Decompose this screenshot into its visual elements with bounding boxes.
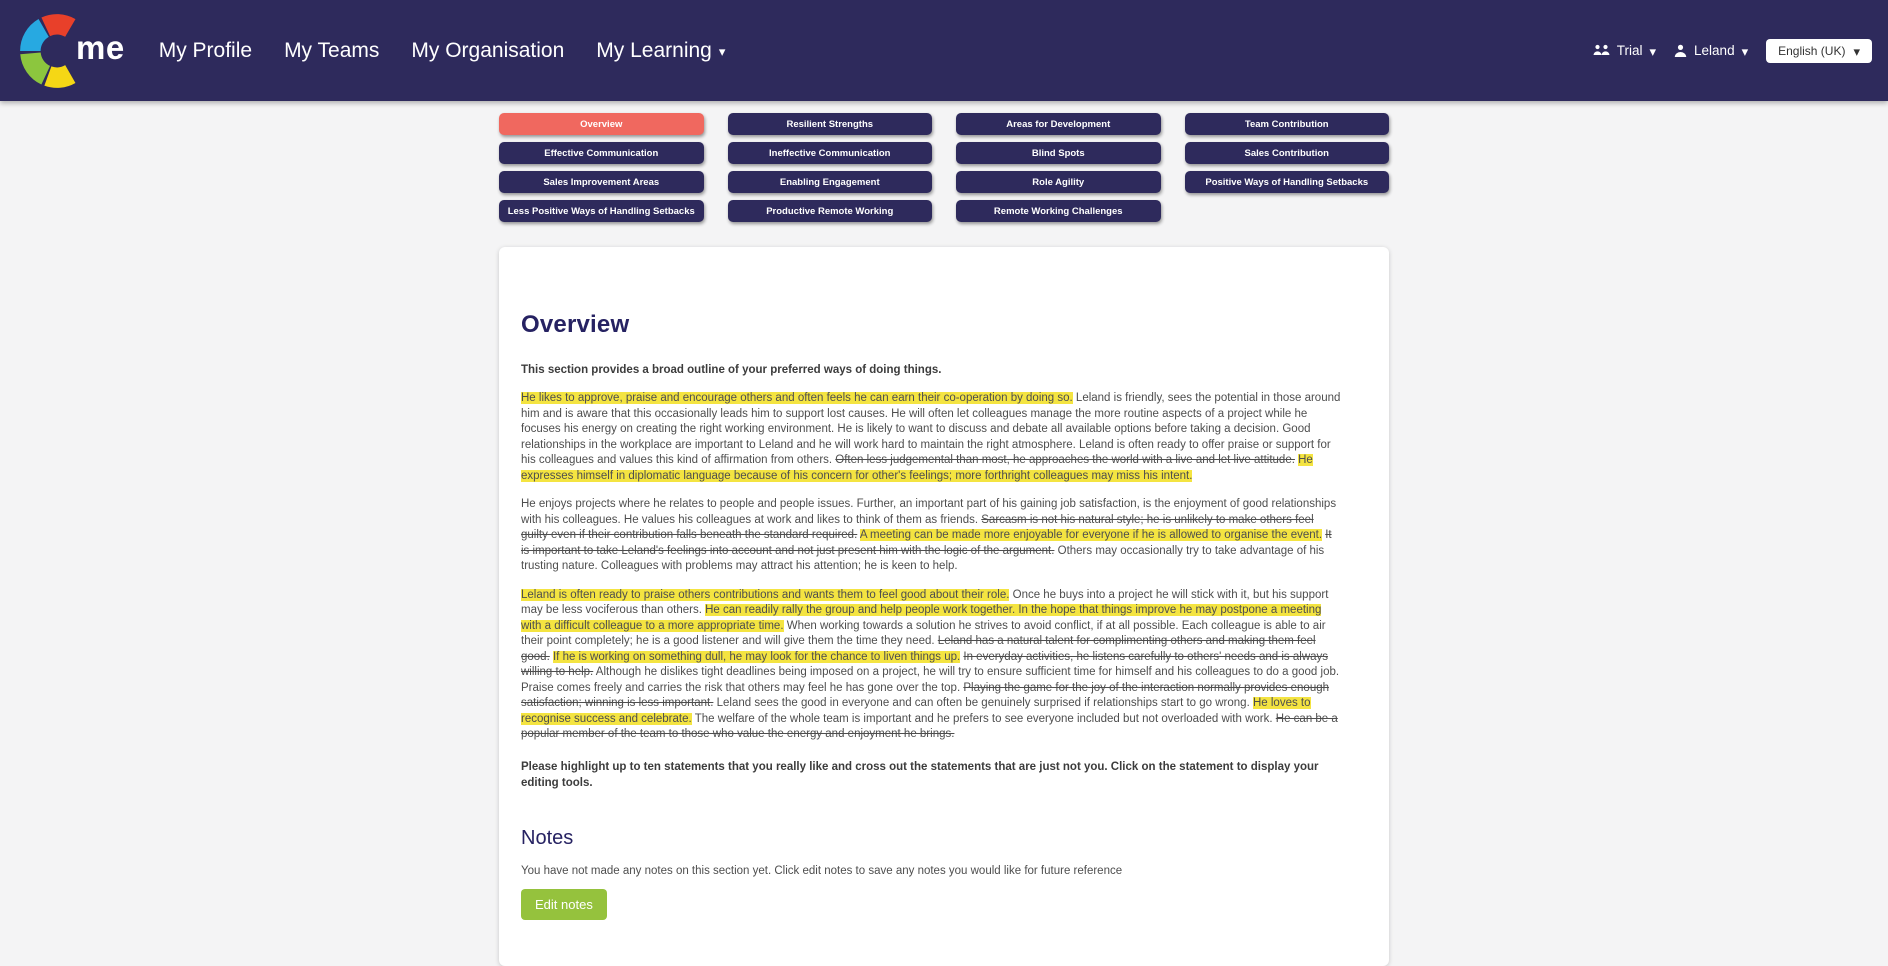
chevron-down-icon: ▾ (1649, 44, 1657, 59)
chevron-down-icon: ▾ (718, 44, 726, 59)
team-menu[interactable] (1593, 43, 1656, 58)
user-name: Leland (1694, 43, 1735, 58)
section-button-sales-improvement-areas[interactable]: Sales Improvement Areas (499, 171, 704, 193)
statement-strike[interactable]: Leland has a natural talent for complimenting others and making them feel good. (521, 635, 1316, 663)
statement-strike[interactable]: In everyday activities, he listens carefully to others' needs and is always willing to help. (521, 650, 1329, 678)
cme-logo[interactable] (16, 10, 125, 92)
user-menu[interactable] (1674, 43, 1748, 58)
header-right (1593, 39, 1872, 63)
statement-normal[interactable]: The welfare of the whole team is important and he prefers to see everyone included but not overloaded with work. (694, 712, 1273, 725)
statement-highlight[interactable]: A meeting can be made more enjoyable for everyone if he is allowed to organise the event. (859, 529, 1323, 541)
statement-highlight[interactable]: If he is working on something dull, he may look for the chance to liven things up. (552, 650, 961, 663)
section-button-resilient-strengths[interactable]: Resilient Strengths (728, 113, 933, 135)
team-name: Trial (1616, 43, 1643, 58)
page-title: Overview (521, 311, 630, 338)
section-button-sales-contribution[interactable]: Sales Contribution (1185, 142, 1390, 164)
main-nav (159, 39, 726, 63)
statement-highlight[interactable]: He can readily rally the group and help people work together. In the hope that things improve he may postpone a meeting with a difficult colleague to a more appropriate time. (521, 604, 1322, 632)
user-icon (1674, 44, 1687, 58)
section-button-enabling-engagement[interactable]: Enabling Engagement (728, 171, 933, 193)
profile-paragraph (521, 391, 1343, 484)
nav-my-learning[interactable]: My Learning ▾ (596, 38, 726, 62)
statement-highlight[interactable]: He expresses himself in diplomatic language because of his concern for other's feelings; more forthright colleagues may miss his intent. (521, 454, 1313, 482)
section-button-remote-working-challenges[interactable]: Remote Working Challenges (956, 200, 1161, 222)
edit-notes-button[interactable]: Edit notes (521, 889, 607, 920)
statement-normal[interactable]: Others may occasionally try to take advantage of his trusting nature. Colleagues with problems may attract his attention; he is keen to help. (521, 544, 1325, 572)
statement-strike[interactable]: Sarcasm is not his natural style; he is unlikely to make others feel guilty even if their contribution falls beneath the standard required. (521, 513, 1314, 541)
section-nav (499, 113, 1389, 222)
statement-normal[interactable]: Leland sees the good in everyone and can often be genuinely surprised if relationships start to go wrong. (716, 697, 1250, 709)
statement-normal[interactable]: When working towards a solution he strives to avoid conflict, if at all possible. Each colleague is able to air their point completely; he is a good listener and will give them the time they need. (521, 619, 1326, 647)
statement-highlight[interactable]: Leland is often ready to praise others contributions and wants them to feel good about their role. (521, 588, 1010, 601)
section-button-team-contribution[interactable]: Team Contribution (1185, 113, 1390, 135)
statement-highlight[interactable]: He likes to approve, praise and encourage others and often feels he can earn their co-operation by doing so. (521, 392, 1073, 404)
statement-strike[interactable]: It is important to take Leland's feelings into account and not just present him with the logic of the argument. (521, 529, 1332, 557)
profile-paragraph (521, 497, 1343, 575)
content-card (499, 247, 1389, 966)
section-intro: This section provides a broad outline of your preferred ways of doing things. (521, 364, 942, 376)
section-button-positive-ways-of-handling-setbacks[interactable]: Positive Ways of Handling Setbacks (1185, 171, 1390, 193)
profile-paragraph (521, 588, 1343, 743)
section-button-less-positive-ways-of-handling-setbacks[interactable]: Less Positive Ways of Handling Setbacks (499, 200, 704, 222)
chevron-down-icon: ▾ (1741, 44, 1749, 59)
statement-normal[interactable]: Leland is friendly, sees the potential in those around him and is aware that this occasionally leads him to support lost causes. He will often let colleagues manage the more routine aspects of a project while he focuses his energy on creating the right working environment. He is likely to want to discuss and debate all available options before taking a decision. Good relationships in the workplace are important to Leland and he will work hard to maintain the right atmosphere. Leland is often ready to offer praise or support for his colleagues and values this kind of affirmation from others. (521, 392, 1341, 466)
statement-strike[interactable]: He can be a popular member of the team to those who value the energy and enjoyment he brings. (521, 712, 1338, 740)
section-button-overview[interactable]: Overview (499, 113, 704, 135)
nav-my-teams[interactable]: My Teams (284, 38, 380, 62)
section-button-effective-communication[interactable]: Effective Communication (499, 142, 704, 164)
notes-empty-text: You have not made any notes on this section yet. Click edit notes to save any notes you would like for future reference (521, 864, 1123, 877)
section-button-role-agility[interactable]: Role Agility (956, 171, 1161, 193)
section-button-blind-spots[interactable]: Blind Spots (956, 142, 1161, 164)
section-button-areas-for-development[interactable]: Areas for Development (956, 113, 1161, 135)
statement-strike[interactable]: Often less judgemental than most, he approaches the world with a live and let live attitude. (835, 454, 1295, 466)
notes-title: Notes (521, 826, 574, 849)
top-nav-bar (0, 0, 1888, 101)
language-label: English (UK) (1778, 43, 1846, 58)
section-button-ineffective-communication[interactable]: Ineffective Communication (728, 142, 933, 164)
users-icon (1593, 44, 1610, 57)
statement-normal[interactable]: Once he buys into a project he will stick with it, but his support may be less vociferous than others. (521, 588, 1329, 616)
profile-statements (521, 391, 1343, 743)
nav-my-profile[interactable]: My Profile (158, 38, 253, 62)
chevron-down-icon: ▾ (1853, 44, 1860, 59)
brand-text: me (76, 28, 125, 66)
highlight-instruction: Please highlight up to ten statements that you really like and cross out the statements that are just not you. Click on the statement to display your editing tools. (521, 760, 1319, 789)
statement-normal[interactable]: He enjoys projects where he relates to people and people issues. Further, an important part of his gaining job satisfaction, is the enjoyment of good relationships with his colleagues. He values his colleagues at work and likes to think of them as friends. (521, 498, 1337, 526)
section-button-productive-remote-working[interactable]: Productive Remote Working (728, 200, 933, 222)
nav-my-organisation[interactable]: My Organisation (411, 38, 565, 62)
statement-highlight[interactable]: He loves to recognise success and celebrate. (521, 697, 1311, 725)
statement-normal[interactable]: Although he dislikes tight deadlines being imposed on a project, he will try to ensure sufficient time for himself and his colleagues to do a good job. Praise comes freely and carries the risk that others may feel he has gone over the top. (521, 666, 1340, 694)
statement-strike[interactable]: Playing the game for the joy of the interaction normally provides enough satisfaction; winning is less important. (521, 681, 1330, 709)
language-selector[interactable] (1766, 39, 1872, 63)
